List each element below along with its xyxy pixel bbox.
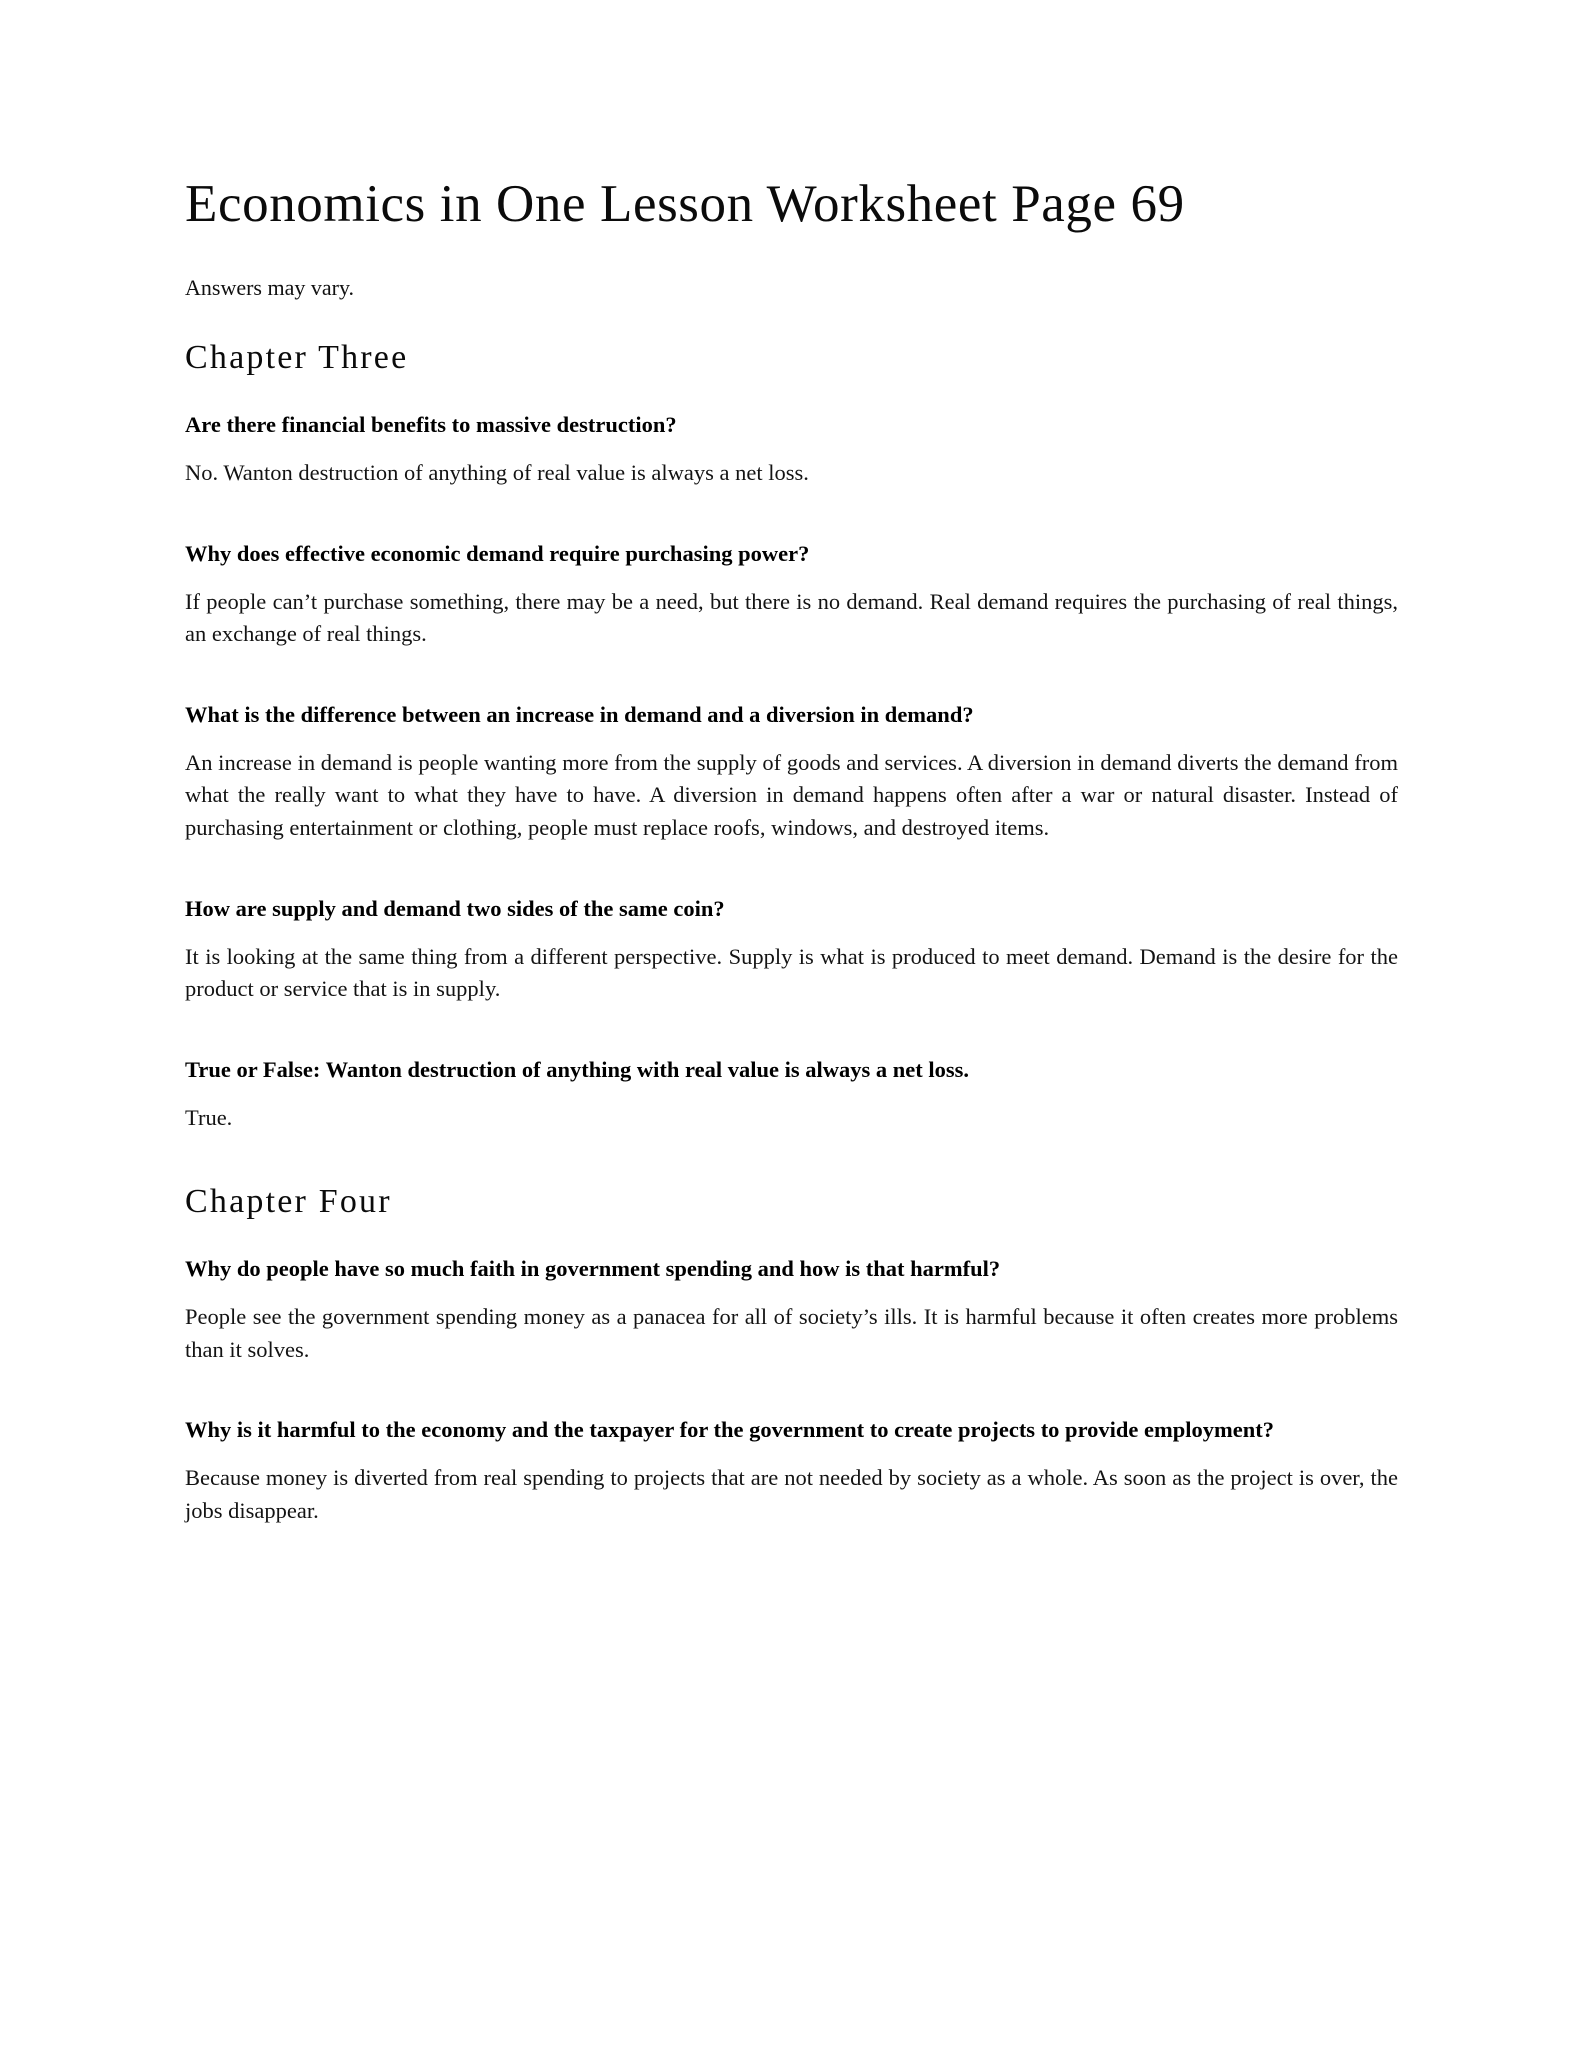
qa-block (185, 893, 1398, 1006)
answer-text: An increase in demand is people wanting more from the supply of goods and services. A diversion in demand diverts the demand from what the really want to what they have to have. A diversion in demand happens often after a war or natural disaster. Instead of purchasing entertainment or clothing, people must replace roofs, windows, and destroyed items. (185, 749, 1398, 840)
question-text: Are there financial benefits to massive destruction? (185, 412, 677, 438)
answer-text: No. Wanton destruction of anything of real value is always a net loss. (185, 459, 809, 485)
question-text: What is the difference between an increase in demand and a diversion in demand? (185, 701, 974, 727)
answer-text: Because money is diverted from real spending to projects that are not needed by society as a whole. As soon as the project is over, the jobs disappear. (185, 1465, 1398, 1523)
qa-block (185, 409, 1398, 490)
question-text: Why does effective economic demand require purchasing power? (185, 540, 810, 566)
answer-text: People see the government spending money as a panacea for all of society’s ills. It is harmful because it often creates more problems than it solves. (185, 1304, 1398, 1362)
chapter-heading-four: Chapter Four (185, 1183, 392, 1221)
answer-text: It is looking at the same thing from a different perspective. Supply is what is produced to meet demand. Demand is the desire for the product or service that is in supply. (185, 943, 1398, 1002)
question-text: Why do people have so much faith in government spending and how is that harmful? (185, 1256, 1001, 1282)
page-title: Economics in One Lesson Worksheet Page 69 (185, 175, 1185, 233)
qa-block (185, 699, 1398, 845)
qa-block (185, 1414, 1398, 1527)
answers-note: Answers may vary. (185, 275, 355, 301)
qa-block (185, 1054, 1398, 1135)
qa-block (185, 538, 1398, 651)
chapter-heading-three: Chapter Three (185, 339, 409, 377)
qa-block (185, 1253, 1398, 1366)
question-text: How are supply and demand two sides of the same coin? (185, 895, 725, 921)
question-text: True or False: Wanton destruction of anything with real value is always a net loss. (185, 1056, 969, 1082)
question-text: Why is it harmful to the economy and the taxpayer for the government to create projects to provide employment? (185, 1417, 1275, 1443)
answer-text: If people can’t purchase something, there may be a need, but there is no demand. Real demand requires the purchasing of real things, an exchange of real things. (185, 588, 1398, 647)
answer-text: True. (185, 1104, 233, 1130)
